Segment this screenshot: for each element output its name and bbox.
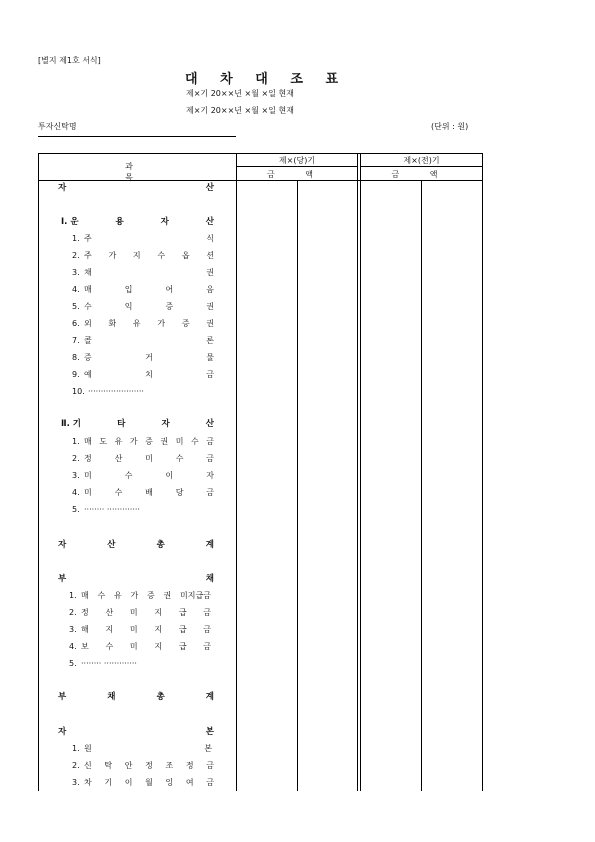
total-assets-row: 자 산 총 계 bbox=[58, 540, 214, 550]
list-item: 5. ········ ············· bbox=[72, 504, 140, 514]
list-item: 1. 주 식 bbox=[72, 233, 214, 243]
column-divider bbox=[360, 153, 361, 791]
previous-amount-header: 금 액 bbox=[391, 170, 452, 179]
list-item: 1. 원 본 bbox=[72, 743, 212, 753]
liabilities-section-title: 부 채 bbox=[58, 574, 214, 584]
list-item: 2. 정 산 미 지 급 금 bbox=[69, 607, 211, 617]
title-char: 차 bbox=[220, 72, 233, 87]
list-item: 5. 수 익 증 권 bbox=[72, 301, 214, 311]
column-divider bbox=[357, 153, 358, 791]
previous-period-date: 제×기 20××년 ×월 ×일 현재 bbox=[186, 106, 294, 115]
header-mid-line-previous bbox=[360, 166, 483, 167]
list-item: 7. 콜 론 bbox=[72, 335, 214, 345]
list-item: 1. 매 도 유 가 증 권 미 수 금 bbox=[72, 436, 214, 446]
table-top-border bbox=[38, 153, 483, 154]
list-item: 2. 정 산 미 수 금 bbox=[72, 453, 214, 463]
list-item: 3. 해 지 미 지 급 금 bbox=[69, 624, 211, 634]
assets-section-title: 자 산 bbox=[58, 183, 214, 193]
current-amount-header: 금 액 bbox=[267, 170, 327, 179]
balance-sheet-table bbox=[38, 153, 483, 791]
list-item: 4. 매 입 어 음 bbox=[72, 284, 214, 294]
total-liabilities-row: 부 채 총 계 bbox=[58, 692, 214, 702]
operating-assets-title: Ⅰ. 운 용 자 산 bbox=[61, 217, 214, 227]
unit-label: (단위 : 원) bbox=[431, 122, 469, 131]
table-right-border bbox=[482, 153, 483, 791]
list-item: 4. 보 수 미 지 급 금 bbox=[69, 641, 211, 651]
title-char: 표 bbox=[325, 72, 338, 87]
trust-name-label: 투자신탁명 bbox=[38, 122, 77, 131]
capital-section-title: 자 본 bbox=[58, 727, 214, 737]
list-item: 4. 미 수 배 당 금 bbox=[72, 487, 214, 497]
list-item: 3. 차 기 이 월 잉 여 금 bbox=[72, 777, 214, 787]
other-assets-title: Ⅱ. 기 타 자 산 bbox=[61, 419, 214, 429]
header-mid-line-current bbox=[236, 166, 357, 167]
column-divider bbox=[421, 180, 422, 791]
list-item: 3. 채 권 bbox=[72, 267, 214, 277]
list-item: 8. 증 거 물 bbox=[72, 352, 214, 362]
account-header: 과 목 bbox=[125, 162, 151, 182]
trust-name-line bbox=[38, 136, 236, 137]
title-char: 조 bbox=[290, 72, 303, 87]
list-item: 2. 주 가 지 수 옵 션 bbox=[72, 250, 214, 260]
list-item: 6. 외 화 유 가 증 권 bbox=[72, 318, 214, 328]
column-divider bbox=[297, 180, 298, 791]
list-item: 5. ········ ············· bbox=[69, 658, 137, 668]
current-period-header: 제×(당)기 bbox=[278, 156, 316, 165]
list-item: 2. 신 탁 안 정 조 정 금 bbox=[72, 760, 214, 770]
list-item: 3. 미 수 이 자 bbox=[72, 470, 214, 480]
column-divider bbox=[236, 153, 237, 791]
document-title bbox=[185, 68, 338, 87]
list-item: 9. 예 치 금 bbox=[72, 369, 214, 379]
list-item: 10. ······················ bbox=[72, 386, 144, 396]
title-char: 대 bbox=[185, 72, 198, 87]
table-left-border bbox=[38, 153, 39, 791]
previous-period-header: 제×(전)기 bbox=[403, 156, 440, 165]
form-label: [별지 제1호 서식] bbox=[38, 56, 101, 65]
title-char: 대 bbox=[255, 72, 268, 87]
current-period-date: 제×기 20××년 ×월 ×일 현재 bbox=[186, 89, 294, 98]
list-item: 1. 매 수 유 가 증 권 미지급금 bbox=[69, 590, 211, 600]
